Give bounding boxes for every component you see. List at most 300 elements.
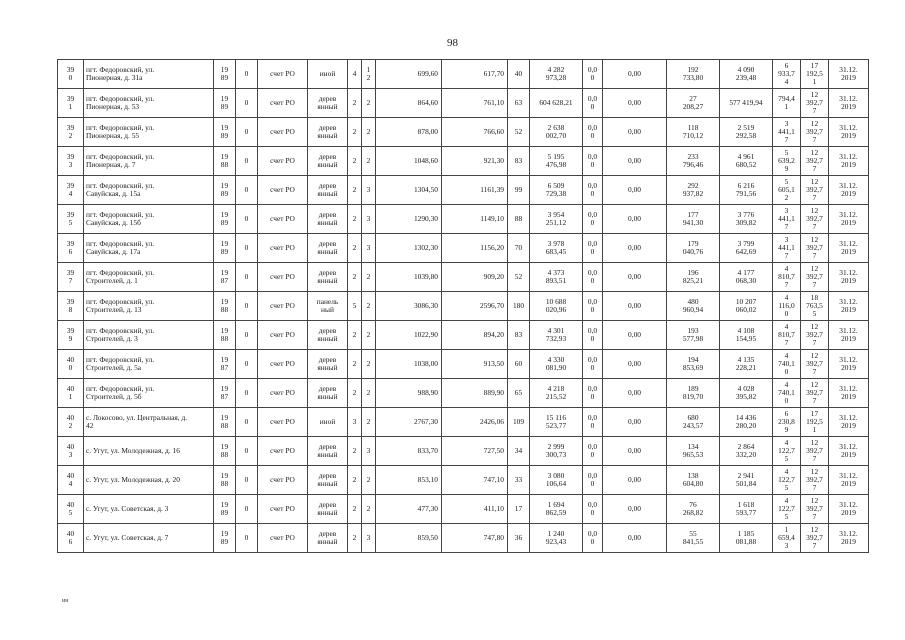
wall-material-cell — [308, 89, 348, 118]
address-cell — [84, 524, 214, 553]
year-built-line: 89 — [220, 131, 229, 140]
cost-limit-line: 12 — [810, 438, 819, 447]
row-number-line: 39 — [66, 65, 75, 74]
address-cell — [84, 379, 214, 408]
year-built-line: 19 — [220, 326, 229, 335]
completion-date-line: 2019 — [841, 334, 856, 343]
repair-cost-cell — [530, 205, 583, 234]
cost-limit-cell — [801, 147, 829, 176]
address-line: Пионерная, д. 7 — [86, 160, 136, 169]
completion-date-cell — [829, 118, 869, 147]
federal-funds-cell — [583, 524, 603, 553]
specific-cost-line: 5 — [784, 454, 789, 463]
entrances-cell — [362, 466, 376, 495]
specific-cost-cell — [773, 147, 801, 176]
repair-cost-line: 251,12 — [545, 218, 567, 227]
local-funds-cell: 0,00 — [603, 147, 667, 176]
wall-material-line: дерев — [318, 442, 337, 451]
floors-cell: 2 — [348, 118, 362, 147]
address-line: пгт. Федоровский, ул. — [86, 297, 155, 306]
residents-cell: 99 — [508, 176, 530, 205]
table-row — [58, 263, 869, 292]
local-funds-cell: 0,00 — [603, 321, 667, 350]
completion-date-line: 31.12. — [839, 384, 858, 393]
row-number-line: 4 — [68, 189, 73, 198]
floors-cell: 2 — [348, 350, 362, 379]
fund-method-cell: счет РО — [258, 147, 308, 176]
cost-limit-cell — [801, 205, 829, 234]
wall-material-line: янный — [317, 102, 338, 111]
floors-cell: 2 — [348, 89, 362, 118]
owners-funds-line: 309,82 — [735, 218, 757, 227]
wall-material-cell — [308, 263, 348, 292]
regional-funds-line: 55 — [689, 529, 697, 538]
floors-cell: 2 — [348, 263, 362, 292]
local-funds-cell: 0,00 — [603, 495, 667, 524]
row-number-cell — [58, 292, 84, 321]
address-cell — [84, 350, 214, 379]
wall-material-line: янный — [317, 131, 338, 140]
row-number-line: 40 — [66, 413, 75, 422]
total-area-cell: 477,30 — [376, 495, 442, 524]
cost-limit-line: 392,7 — [806, 475, 823, 484]
federal-funds-line: 0,0 — [587, 181, 598, 190]
repair-cost-cell — [530, 234, 583, 263]
completion-date-cell — [829, 379, 869, 408]
federal-funds-line: 0,0 — [587, 239, 598, 248]
regional-funds-cell — [667, 379, 720, 408]
owners-funds-line: 228,21 — [735, 363, 757, 372]
year-built-line: 89 — [220, 73, 229, 82]
regional-funds-line: 189 — [687, 384, 699, 393]
regional-funds-line: 194 — [687, 355, 699, 364]
specific-cost-line: 4 — [784, 351, 789, 360]
entrances-cell — [362, 176, 376, 205]
living-area-cell: 747,10 — [442, 466, 508, 495]
wall-material-line: дерев — [318, 181, 337, 190]
specific-cost-line: 9 — [784, 425, 789, 434]
completion-date-line: 31.12. — [839, 65, 858, 74]
wall-material-cell — [308, 437, 348, 466]
cost-limit-line: 12 — [810, 322, 819, 331]
owners-funds-line: 680,52 — [735, 160, 757, 169]
fund-method-cell: счет РО — [258, 437, 308, 466]
repair-cost-line: 729,38 — [545, 189, 567, 198]
owners-funds-line: 4 177 — [737, 268, 755, 277]
fund-method-cell: счет РО — [258, 176, 308, 205]
cost-limit-cell — [801, 234, 829, 263]
housing-registry-table — [57, 59, 869, 553]
fund-method-cell: счет РО — [258, 89, 308, 118]
cost-limit-line: 12 — [810, 380, 819, 389]
fund-method-cell: счет РО — [258, 379, 308, 408]
cost-limit-cell — [801, 89, 829, 118]
zero-cell: 0 — [236, 524, 258, 553]
year-built-line: 19 — [220, 268, 229, 277]
cost-limit-line: 12 — [810, 148, 819, 157]
completion-date-cell — [829, 292, 869, 321]
regional-funds-line: 680 — [687, 413, 699, 422]
entrances-cell — [362, 321, 376, 350]
row-number-line: 0 — [68, 73, 73, 82]
cost-limit-cell — [801, 263, 829, 292]
local-funds-cell: 0,00 — [603, 408, 667, 437]
year-built-line: 19 — [220, 471, 229, 480]
wall-material-cell — [308, 495, 348, 524]
completion-date-line: 2019 — [841, 305, 856, 314]
regional-funds-cell — [667, 147, 720, 176]
cost-limit-line: 12 — [810, 235, 819, 244]
address-cell — [84, 321, 214, 350]
owners-funds-cell — [720, 466, 773, 495]
federal-funds-line: 0 — [590, 334, 595, 343]
federal-funds-line: 0 — [590, 479, 595, 488]
regional-funds-line: 604,80 — [682, 479, 704, 488]
total-area-cell: 1048,60 — [376, 147, 442, 176]
owners-funds-line: 3 799 — [737, 239, 755, 248]
owners-funds-line: 2 864 — [737, 442, 755, 451]
total-area-cell: 878,00 — [376, 118, 442, 147]
zero-cell: 0 — [236, 350, 258, 379]
year-built-line: 19 — [220, 413, 229, 422]
year-built-line: 19 — [220, 152, 229, 161]
address-line: Савуйская, д. 15а — [86, 189, 141, 198]
federal-funds-line: 0 — [590, 450, 595, 459]
table-row — [58, 350, 869, 379]
fund-method-cell: счет РО — [258, 466, 308, 495]
living-area-cell: 766,60 — [442, 118, 508, 147]
federal-funds-cell — [583, 89, 603, 118]
entrances-cell — [362, 524, 376, 553]
row-number-line: 39 — [66, 210, 75, 219]
floors-cell: 3 — [348, 408, 362, 437]
address-cell — [84, 60, 214, 89]
specific-cost-cell — [773, 263, 801, 292]
completion-date-line: 2019 — [841, 131, 856, 140]
repair-cost-line: 106,64 — [545, 479, 567, 488]
fund-method-cell: счет РО — [258, 292, 308, 321]
row-number-line: 1 — [68, 392, 73, 401]
regional-funds-line: 233 — [687, 152, 699, 161]
specific-cost-line: 441,1 — [778, 243, 795, 252]
owners-funds-line: 14 436 — [735, 413, 757, 422]
entrances-cell — [362, 350, 376, 379]
year-built-cell — [214, 176, 236, 205]
cost-limit-line: 7 — [812, 396, 817, 405]
owners-funds-line: 060,02 — [735, 305, 757, 314]
regional-funds-cell — [667, 321, 720, 350]
specific-cost-line: 740,1 — [778, 359, 795, 368]
address-cell — [84, 147, 214, 176]
row-number-cell — [58, 89, 84, 118]
repair-cost-line: 4 373 — [547, 268, 565, 277]
cost-limit-line: 1 — [812, 77, 817, 86]
federal-funds-line: 0,0 — [587, 442, 598, 451]
owners-funds-line: 593,77 — [735, 508, 757, 517]
living-area-cell: 1161,39 — [442, 176, 508, 205]
completion-date-line: 2019 — [841, 247, 856, 256]
specific-cost-line: 3 — [784, 541, 789, 550]
local-funds-cell: 0,00 — [603, 379, 667, 408]
entrances-cell — [362, 60, 376, 89]
wall-material-line: ный — [321, 305, 334, 314]
federal-funds-line: 0 — [590, 537, 595, 546]
zero-cell: 0 — [236, 205, 258, 234]
federal-funds-line: 0,0 — [587, 326, 598, 335]
regional-funds-line: 480 — [687, 297, 699, 306]
specific-cost-line: 116,0 — [778, 301, 795, 310]
repair-cost-cell — [530, 263, 583, 292]
completion-date-cell — [829, 495, 869, 524]
address-line: Строителей, д. 5а — [86, 363, 142, 372]
entrances-cell — [362, 118, 376, 147]
completion-date-cell — [829, 350, 869, 379]
cost-limit-line: 1 — [812, 425, 817, 434]
row-number-line: 39 — [66, 94, 75, 103]
year-built-cell — [214, 495, 236, 524]
owners-funds-cell — [720, 524, 773, 553]
specific-cost-line: 5 — [784, 148, 789, 157]
total-area-cell: 988,90 — [376, 379, 442, 408]
regional-funds-line: 965,53 — [682, 450, 704, 459]
total-area-cell: 2767,30 — [376, 408, 442, 437]
local-funds-cell: 0,00 — [603, 60, 667, 89]
row-number-cell — [58, 60, 84, 89]
specific-cost-cell — [773, 350, 801, 379]
row-number-line: 40 — [66, 355, 75, 364]
cost-limit-cell — [801, 466, 829, 495]
cost-limit-line: 18 — [810, 293, 819, 302]
specific-cost-line: 4 — [784, 496, 789, 505]
cost-limit-line: 7 — [812, 541, 817, 550]
wall-material-line: янный — [317, 479, 338, 488]
specific-cost-line: 659,4 — [778, 533, 795, 542]
wall-material-line: янный — [317, 218, 338, 227]
row-number-line: 40 — [66, 529, 75, 538]
address-line: Савуйская, д. 15б — [86, 218, 141, 227]
address-line: пгт. Федоровский, ул. — [86, 326, 155, 335]
year-built-cell — [214, 379, 236, 408]
completion-date-line: 2019 — [841, 450, 856, 459]
cost-limit-line: 392,7 — [806, 359, 823, 368]
cost-limit-line: 7 — [812, 164, 817, 173]
regional-funds-line: 177 — [687, 210, 699, 219]
entrances-cell — [362, 495, 376, 524]
owners-funds-line: 791,56 — [735, 189, 757, 198]
completion-date-cell — [829, 60, 869, 89]
owners-funds-cell — [720, 147, 773, 176]
federal-funds-cell — [583, 118, 603, 147]
repair-cost-line: 2 999 — [547, 442, 565, 451]
completion-date-line: 2019 — [841, 537, 856, 546]
row-number-line: 3 — [68, 160, 73, 169]
completion-date-line: 2019 — [841, 508, 856, 517]
table-row — [58, 205, 869, 234]
year-built-cell — [214, 350, 236, 379]
repair-cost-line: 4 330 — [547, 355, 565, 364]
wall-material-line: дерев — [318, 500, 337, 509]
living-area-cell: 2426,06 — [442, 408, 508, 437]
row-number-line: 39 — [66, 268, 75, 277]
specific-cost-cell — [773, 437, 801, 466]
address-line: пгт. Федоровский, ул. — [86, 355, 155, 364]
fund-method-cell: счет РО — [258, 234, 308, 263]
repair-cost-line: 3 080 — [547, 471, 565, 480]
wall-material-cell — [308, 321, 348, 350]
entrances-cell — [362, 205, 376, 234]
specific-cost-line: 4 — [784, 264, 789, 273]
wall-material-cell — [308, 292, 348, 321]
address-line: Пионерная, д. 53 — [86, 102, 140, 111]
floors-cell: 2 — [348, 379, 362, 408]
repair-cost-line: 300,73 — [545, 450, 567, 459]
specific-cost-line: 2 — [784, 193, 789, 202]
regional-funds-cell — [667, 234, 720, 263]
floors-cell: 2 — [348, 176, 362, 205]
floors-cell: 2 — [348, 321, 362, 350]
address-cell — [84, 205, 214, 234]
owners-funds-line: 2 941 — [737, 471, 755, 480]
owners-funds-cell — [720, 118, 773, 147]
zero-cell: 0 — [236, 466, 258, 495]
residents-cell: 52 — [508, 118, 530, 147]
regional-funds-line: 243,57 — [682, 421, 704, 430]
fund-method-cell: счет РО — [258, 118, 308, 147]
specific-cost-line: 7 — [784, 280, 789, 289]
row-number-cell — [58, 379, 84, 408]
address-line: Строителей, д. 1 — [86, 276, 138, 285]
owners-funds-line: 292,58 — [735, 131, 757, 140]
entrances-line: 2 — [366, 417, 371, 426]
completion-date-cell — [829, 176, 869, 205]
federal-funds-line: 0 — [590, 363, 595, 372]
completion-date-line: 31.12. — [839, 471, 858, 480]
regional-funds-cell — [667, 495, 720, 524]
regional-funds-line: 192 — [687, 65, 699, 74]
owners-funds-cell — [720, 176, 773, 205]
federal-funds-line: 0 — [590, 131, 595, 140]
row-number-line: 39 — [66, 297, 75, 306]
entrances-line: 2 — [366, 475, 371, 484]
wall-material-line: янный — [317, 450, 338, 459]
zero-cell: 0 — [236, 118, 258, 147]
wall-material-line: янный — [317, 276, 338, 285]
row-number-line: 39 — [66, 181, 75, 190]
repair-cost-line: 3 954 — [547, 210, 565, 219]
row-number-line: 4 — [68, 479, 73, 488]
total-area-cell: 1022,90 — [376, 321, 442, 350]
owners-funds-line: 081,88 — [735, 537, 757, 546]
row-number-line: 5 — [68, 218, 73, 227]
year-built-cell — [214, 437, 236, 466]
row-number-line: 40 — [66, 471, 75, 480]
cost-limit-cell — [801, 60, 829, 89]
completion-date-line: 31.12. — [839, 268, 858, 277]
wall-material-line: янный — [317, 392, 338, 401]
zero-cell: 0 — [236, 234, 258, 263]
federal-funds-line: 0,0 — [587, 297, 598, 306]
specific-cost-line: 4 — [784, 438, 789, 447]
entrances-line: 1 — [366, 65, 371, 74]
repair-cost-line: 4 301 — [547, 326, 565, 335]
year-built-line: 88 — [220, 334, 229, 343]
wall-material-cell — [308, 176, 348, 205]
row-number-line: 6 — [68, 537, 73, 546]
year-built-cell — [214, 524, 236, 553]
federal-funds-line: 0 — [590, 102, 595, 111]
specific-cost-line: 5 — [784, 483, 789, 492]
year-built-cell — [214, 89, 236, 118]
regional-funds-line: 268,82 — [682, 508, 704, 517]
specific-cost-cell — [773, 176, 801, 205]
specific-cost-cell — [773, 292, 801, 321]
entrances-cell — [362, 234, 376, 263]
table-row — [58, 437, 869, 466]
regional-funds-line: 118 — [687, 123, 699, 132]
specific-cost-line: 7 — [784, 135, 789, 144]
address-line: пгт. Федоровский, ул. — [86, 239, 155, 248]
specific-cost-line: 6 — [784, 61, 789, 70]
owners-funds-line: 642,69 — [735, 247, 757, 256]
living-area-cell: 761,10 — [442, 89, 508, 118]
total-area-cell: 1304,50 — [376, 176, 442, 205]
specific-cost-line: 639,2 — [778, 156, 795, 165]
address-cell — [84, 466, 214, 495]
specific-cost-line: 4 — [784, 77, 789, 86]
cost-limit-line: 392,7 — [806, 446, 823, 455]
cost-limit-line: 392,7 — [806, 504, 823, 513]
specific-cost-cell — [773, 89, 801, 118]
cost-limit-line: 7 — [812, 483, 817, 492]
address-line: пгт. Федоровский, ул. — [86, 94, 155, 103]
year-built-line: 89 — [220, 247, 229, 256]
completion-date-line: 2019 — [841, 392, 856, 401]
address-line: пгт. Федоровский, ул. — [86, 65, 155, 74]
entrances-line: 2 — [366, 98, 371, 107]
entrances-line: 3 — [366, 185, 371, 194]
specific-cost-line: 740,1 — [778, 388, 795, 397]
year-built-line: 19 — [220, 94, 229, 103]
completion-date-cell — [829, 263, 869, 292]
local-funds-cell: 0,00 — [603, 89, 667, 118]
entrances-line: 2 — [366, 388, 371, 397]
specific-cost-line: 5 — [784, 177, 789, 186]
floors-cell: 5 — [348, 292, 362, 321]
entrances-line: 2 — [366, 330, 371, 339]
address-cell — [84, 408, 214, 437]
table-row — [58, 292, 869, 321]
row-number-line: 0 — [68, 363, 73, 372]
federal-funds-cell — [583, 205, 603, 234]
row-number-line: 8 — [68, 305, 73, 314]
row-number-cell — [58, 205, 84, 234]
local-funds-cell: 0,00 — [603, 437, 667, 466]
cost-limit-cell — [801, 379, 829, 408]
entrances-line: 3 — [366, 533, 371, 542]
residents-cell: 109 — [508, 408, 530, 437]
zero-cell: 0 — [236, 408, 258, 437]
living-area-cell: 889,90 — [442, 379, 508, 408]
repair-cost-cell — [530, 350, 583, 379]
row-number-cell — [58, 408, 84, 437]
floors-cell: 2 — [348, 147, 362, 176]
federal-funds-line: 0 — [590, 73, 595, 82]
regional-funds-line: 819,70 — [682, 392, 704, 401]
cost-limit-line: 763,5 — [806, 301, 823, 310]
wall-material-cell — [308, 205, 348, 234]
wall-material-cell — [308, 524, 348, 553]
specific-cost-line: 7 — [784, 222, 789, 231]
